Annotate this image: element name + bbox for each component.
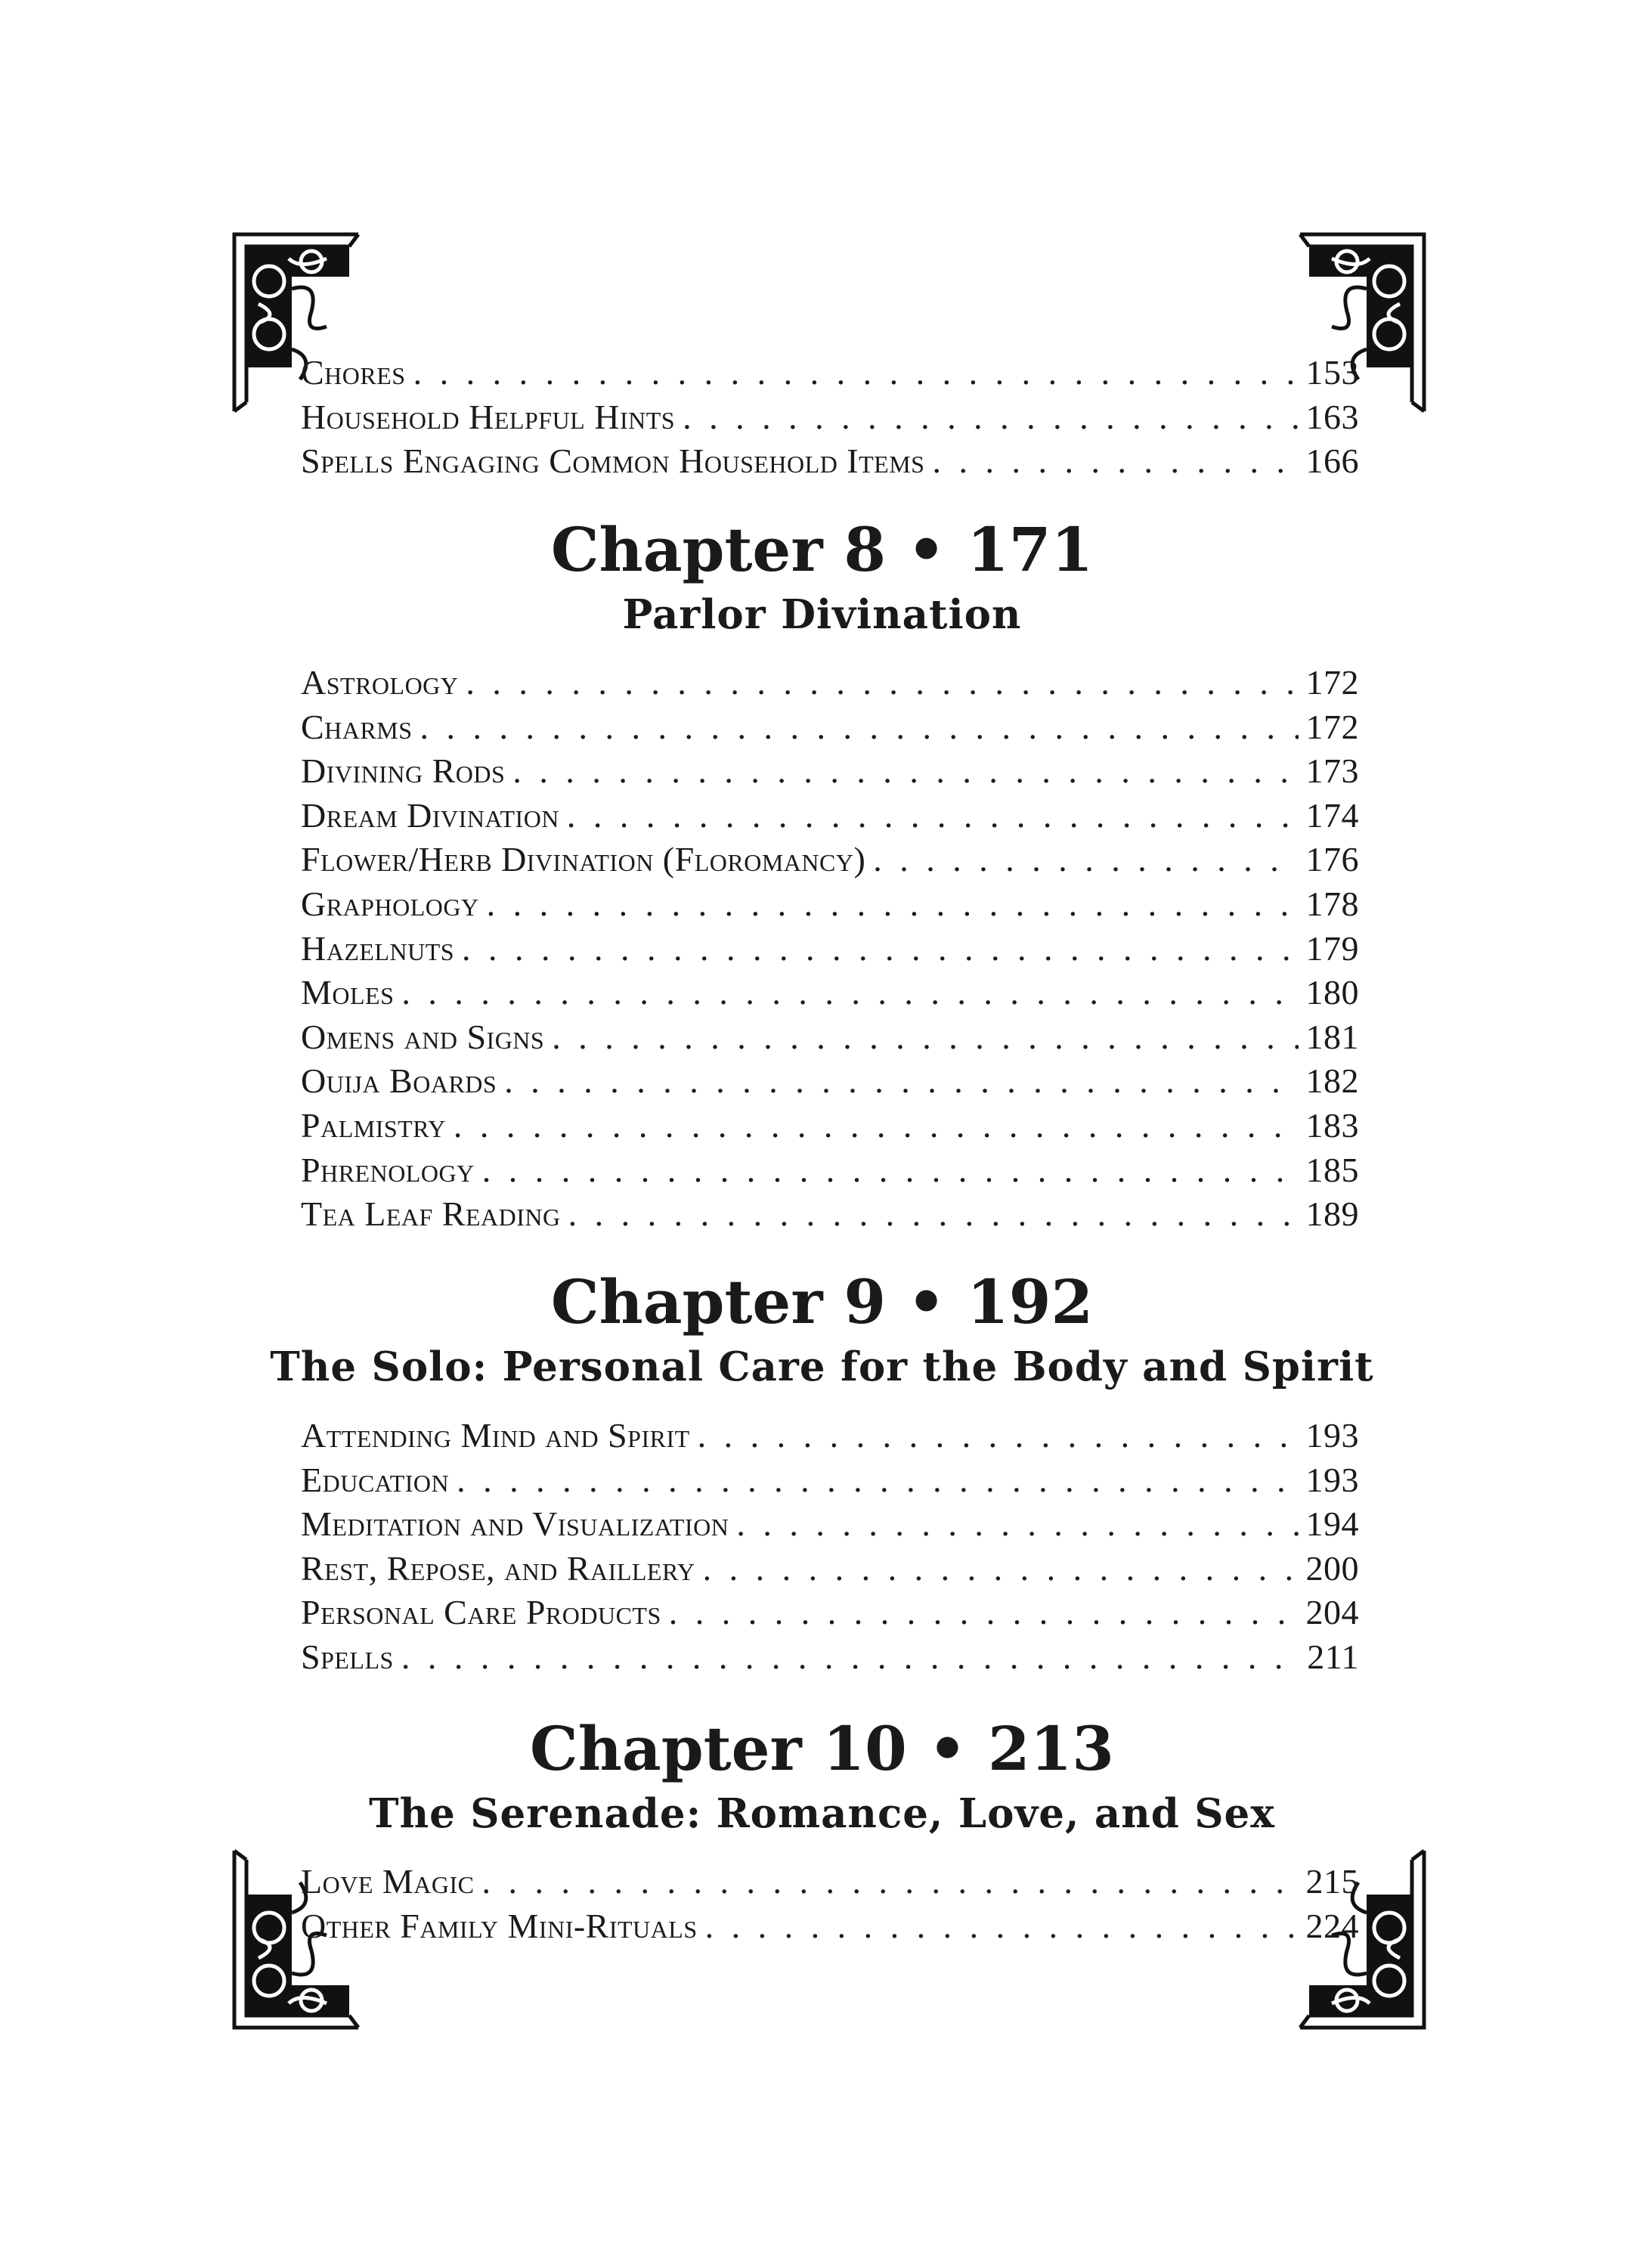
toc-entry[interactable] (301, 1105, 1359, 1150)
toc-section-chapter-8 (301, 662, 1359, 1238)
toc-entry[interactable] (301, 707, 1359, 751)
dot-leader (482, 1150, 1299, 1190)
dot-leader (481, 1861, 1298, 1901)
entry-page: 176 (1305, 840, 1359, 879)
chapter-label: Chapter 10 (530, 1713, 907, 1784)
entry-page: 189 (1305, 1194, 1359, 1234)
chapter-bullet: • (906, 1266, 946, 1337)
toc-entry[interactable] (301, 1460, 1359, 1504)
entry-page: 185 (1305, 1150, 1359, 1189)
entry-page: 173 (1305, 751, 1359, 791)
toc-section-chapter-10 (301, 1861, 1359, 1950)
entry-title: Education (301, 1460, 450, 1499)
toc-entry[interactable] (301, 1017, 1359, 1061)
toc-entry[interactable] (301, 397, 1359, 442)
chapter-10-subtitle: The Serenade: Romance, Love, and Sex (369, 1790, 1275, 1837)
toc-section-continued (301, 352, 1359, 485)
entry-title: Ouija Boards (301, 1061, 497, 1101)
chapter-9-subtitle: The Solo: Personal Care for the Body and Spirit (270, 1343, 1374, 1390)
entry-title: Flower/Herb Divination (Floromancy) (301, 840, 866, 879)
dot-leader (932, 441, 1298, 481)
dot-leader (413, 352, 1299, 392)
toc-entry[interactable] (301, 884, 1359, 928)
dot-leader (462, 928, 1298, 968)
toc-entry[interactable] (301, 1504, 1359, 1548)
entry-page: 153 (1305, 353, 1359, 392)
toc-entry[interactable] (301, 1061, 1359, 1105)
entry-page: 194 (1305, 1504, 1359, 1544)
dot-leader (736, 1504, 1298, 1544)
dot-leader (454, 1105, 1299, 1145)
entry-title: Household Helpful Hints (301, 397, 676, 436)
toc-entry[interactable] (301, 1906, 1359, 1950)
entry-title: Moles (301, 973, 395, 1012)
entry-title: Love Magic (301, 1862, 475, 1901)
toc-entry[interactable] (301, 1150, 1359, 1194)
dot-leader (683, 397, 1298, 437)
chapter-9-heading[interactable] (0, 1266, 1644, 1337)
dot-leader (669, 1592, 1299, 1632)
dot-leader (567, 795, 1299, 835)
toc-entry[interactable] (301, 1548, 1359, 1593)
entry-page: 181 (1305, 1017, 1359, 1056)
toc-entry[interactable] (301, 839, 1359, 884)
toc-entry[interactable] (301, 1637, 1359, 1681)
chapter-page: 192 (967, 1266, 1094, 1337)
entry-title: Spells (301, 1637, 394, 1676)
chapter-bullet: • (906, 514, 946, 585)
toc-entry[interactable] (301, 795, 1359, 840)
chapter-page: 171 (967, 514, 1094, 585)
entry-title: Palmistry (301, 1105, 446, 1145)
entry-title: Phrenology (301, 1150, 475, 1189)
dot-leader (873, 839, 1298, 879)
toc-entry[interactable] (301, 1592, 1359, 1637)
toc-entry[interactable] (301, 352, 1359, 397)
dot-leader (420, 707, 1299, 747)
toc-entry[interactable] (301, 928, 1359, 973)
chapter-8-heading[interactable] (0, 514, 1644, 585)
toc-section-chapter-9 (301, 1415, 1359, 1681)
entry-page: 215 (1305, 1862, 1359, 1901)
entry-title: Astrology (301, 663, 459, 702)
toc-entry[interactable] (301, 1194, 1359, 1238)
entry-page: 172 (1305, 707, 1359, 746)
dot-leader (512, 751, 1298, 791)
entry-page: 200 (1305, 1548, 1359, 1588)
entry-page: 193 (1305, 1460, 1359, 1499)
chapter-label: Chapter 9 (550, 1266, 886, 1337)
entry-title: Dream Divination (301, 795, 559, 835)
chapter-page: 213 (987, 1713, 1114, 1784)
dot-leader (504, 1061, 1298, 1101)
entry-title: Spells Engaging Common Household Items (301, 442, 925, 481)
dot-leader (401, 972, 1298, 1012)
dot-leader (705, 1906, 1299, 1946)
entry-title: Omens and Signs (301, 1017, 545, 1056)
dot-leader (703, 1548, 1299, 1588)
chapter-label: Chapter 8 (550, 514, 886, 585)
chapter-8-subtitle: Parlor Divination (622, 591, 1022, 638)
entry-page: 163 (1305, 397, 1359, 436)
entry-title: Chores (301, 353, 406, 392)
entry-page: 178 (1305, 884, 1359, 923)
toc-entry[interactable] (301, 662, 1359, 707)
toc-entry[interactable] (301, 1415, 1359, 1460)
entry-page: 182 (1305, 1061, 1359, 1101)
entry-page: 172 (1305, 663, 1359, 702)
dot-leader (466, 662, 1298, 702)
toc-entry[interactable] (301, 751, 1359, 795)
entry-page: 180 (1305, 973, 1359, 1012)
entry-title: Graphology (301, 884, 479, 923)
entry-page: 179 (1305, 928, 1359, 968)
chapter-bullet: • (927, 1713, 967, 1784)
toc-entry[interactable] (301, 1861, 1359, 1906)
entry-title: Attending Mind and Spirit (301, 1416, 690, 1455)
entry-page: 211 (1307, 1637, 1359, 1676)
dot-leader (568, 1194, 1299, 1234)
toc-entry[interactable] (301, 441, 1359, 485)
entry-title: Personal Care Products (301, 1593, 661, 1632)
entry-page: 204 (1305, 1593, 1359, 1632)
entry-title: Hazelnuts (301, 928, 455, 968)
entry-title: Tea Leaf Reading (301, 1194, 561, 1234)
entry-title: Divining Rods (301, 751, 506, 791)
dot-leader (457, 1460, 1298, 1500)
entry-page: 166 (1305, 442, 1359, 481)
dot-leader (698, 1415, 1299, 1455)
dot-leader (552, 1017, 1298, 1057)
entry-title: Rest, Repose, and Raillery (301, 1548, 695, 1588)
entry-page: 224 (1305, 1906, 1359, 1945)
entry-title: Meditation and Visualization (301, 1504, 729, 1544)
entry-page: 174 (1305, 795, 1359, 835)
toc-entry[interactable] (301, 972, 1359, 1017)
dot-leader (487, 884, 1299, 924)
entry-title: Other Family Mini-Rituals (301, 1906, 698, 1945)
entry-page: 193 (1305, 1416, 1359, 1455)
entry-title: Charms (301, 707, 413, 746)
chapter-10-heading[interactable] (0, 1713, 1644, 1784)
entry-page: 183 (1305, 1105, 1359, 1145)
dot-leader (401, 1637, 1299, 1677)
